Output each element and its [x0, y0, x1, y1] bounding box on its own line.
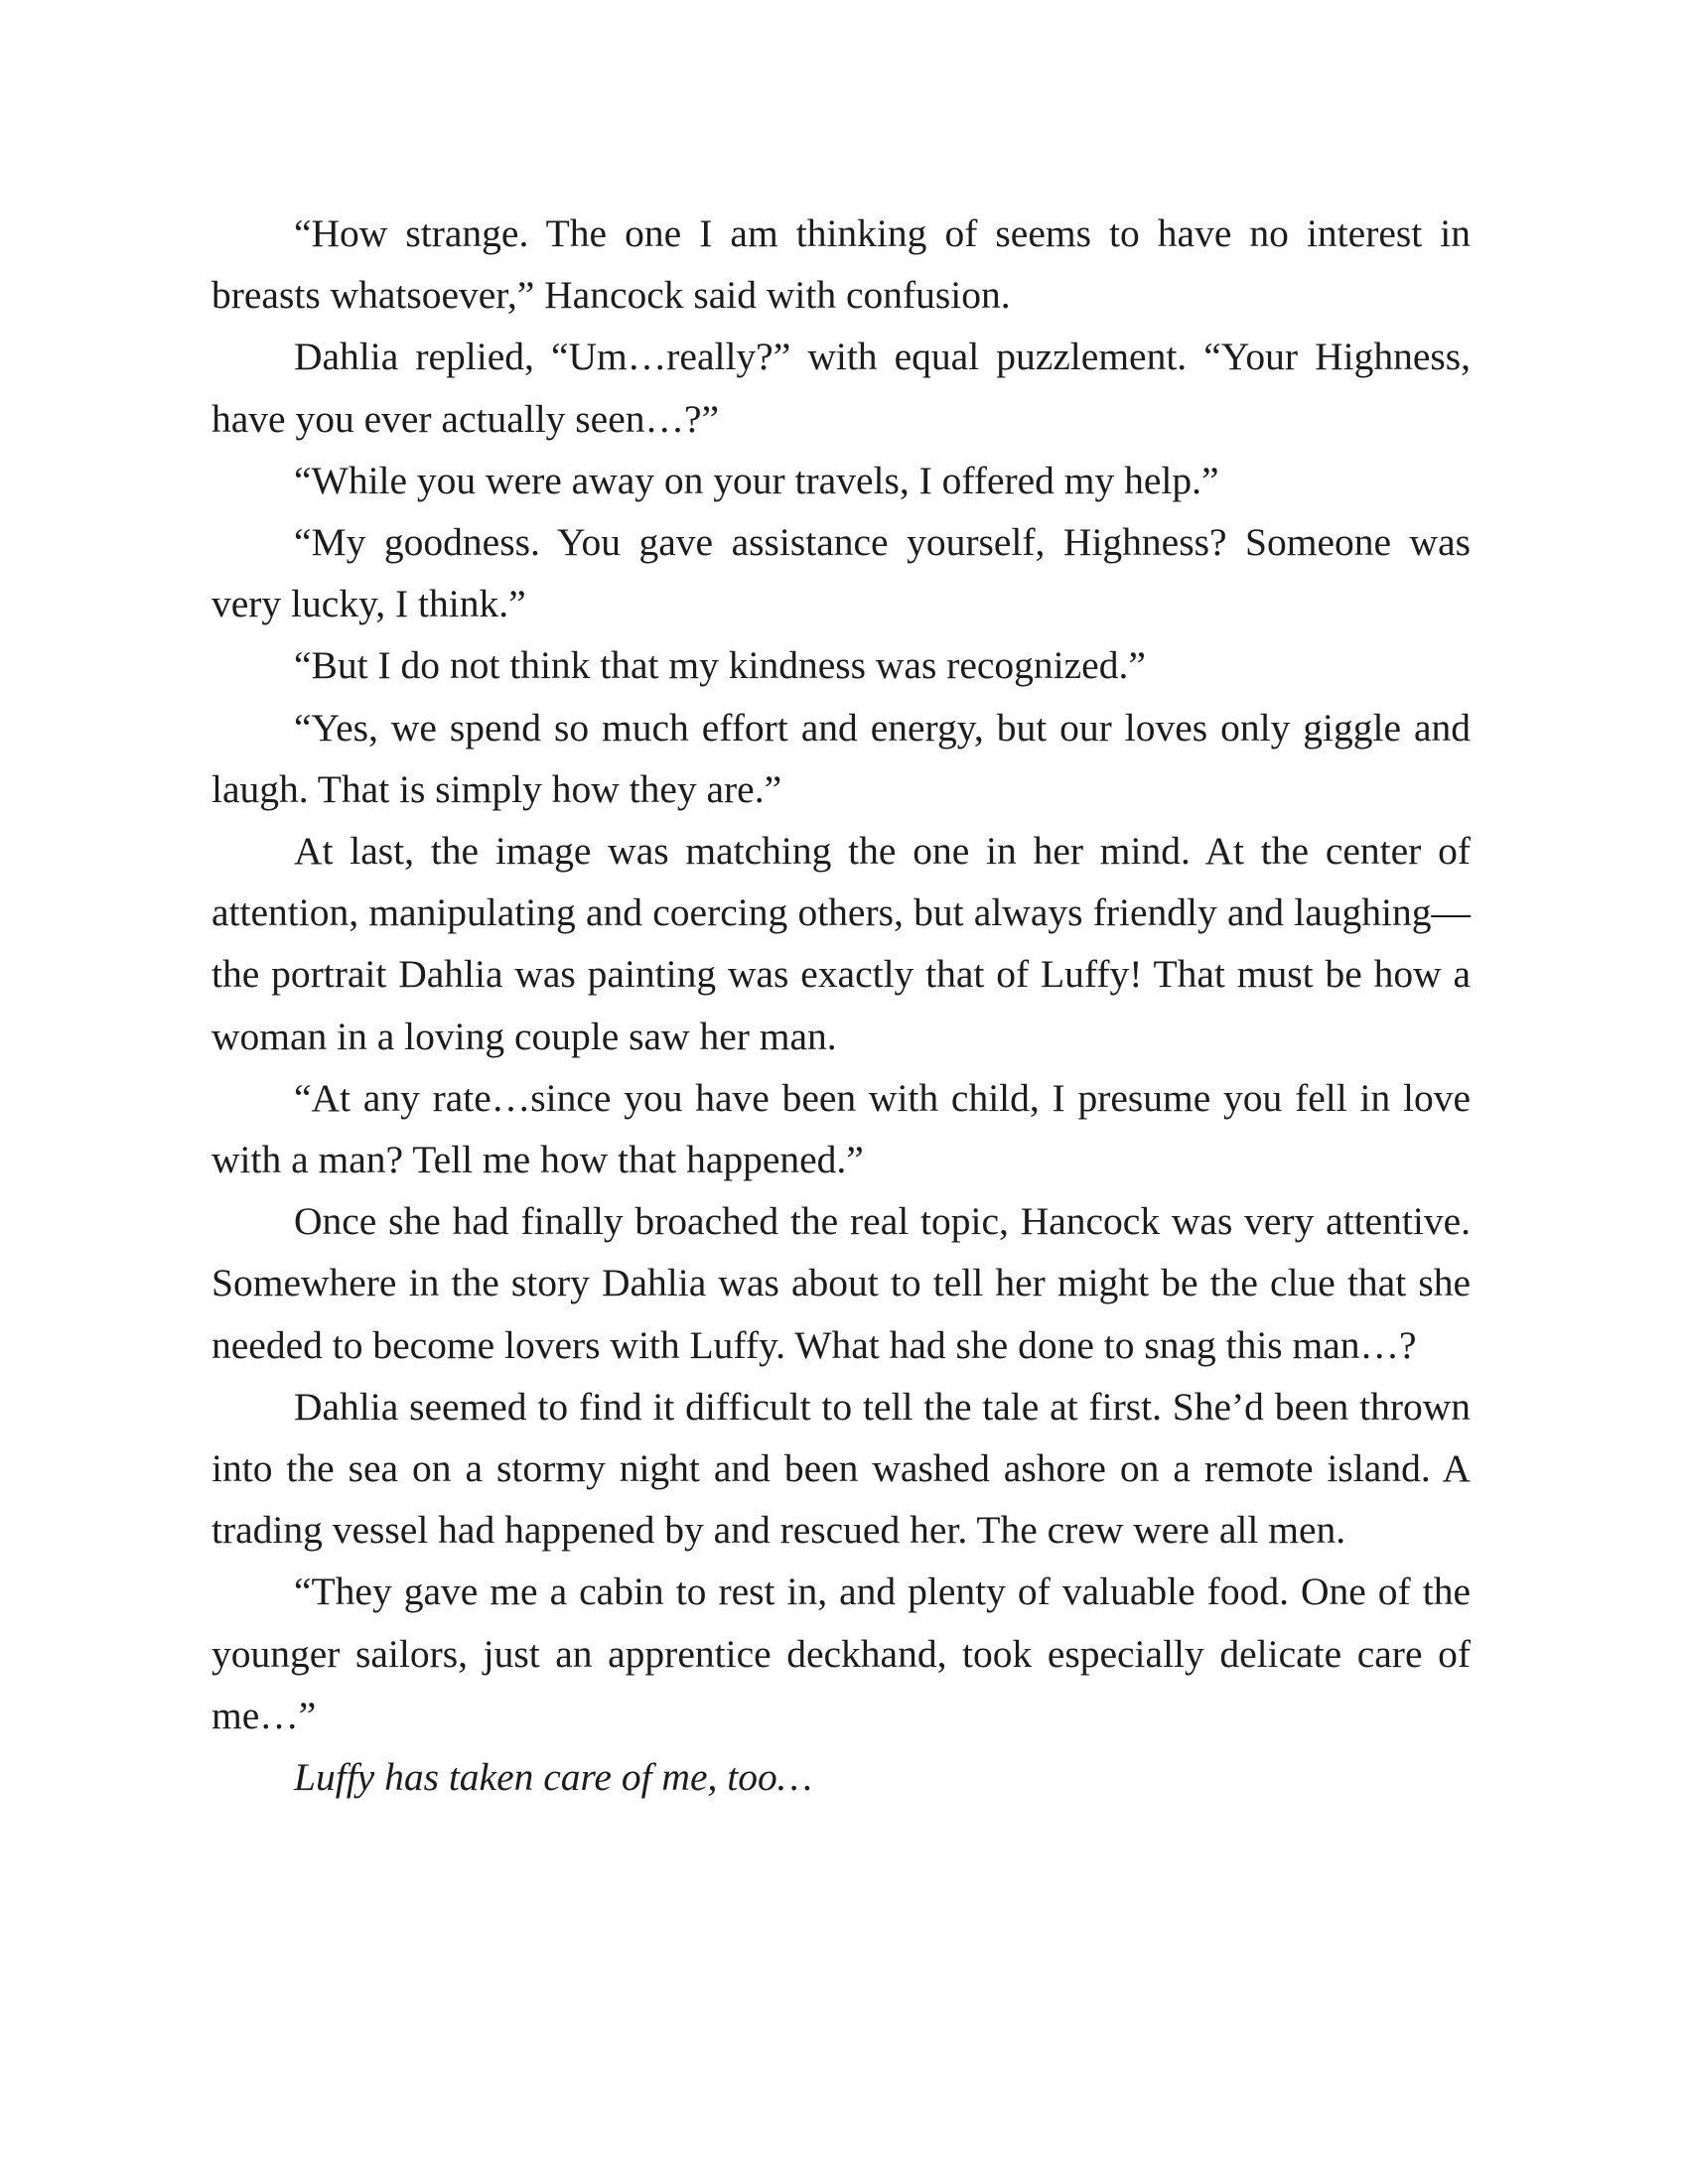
italic-thought-paragraph: Luffy has taken care of me, too…	[294, 1755, 812, 1800]
paragraph: Dahlia replied, “Um…really?” with equal puzzlement. “Your Highness, have you ever actually seen…?”	[211, 335, 1471, 441]
paragraph: Dahlia seemed to find it difficult to tell the tale at first. She’d been thrown into the sea on a stormy night and been washed ashore on a remote island. A trading vessel had happened by and rescued her. The crew were all men.	[211, 1384, 1471, 1553]
paragraph: “My goodness. You gave assistance yourself, Highness? Someone was very lucky, I think.”	[211, 520, 1471, 626]
paragraph: “They gave me a cabin to rest in, and plenty of valuable food. One of the younger sailors, just an apprentice deckhand, took especially delicate care of me…”	[211, 1570, 1471, 1737]
paragraph: “While you were away on your travels, I offered my help.”	[294, 458, 1219, 502]
paragraph: At last, the image was matching the one in her mind. At the center of attention, manipulating and coercing others, but always friendly and laughing—the portrait Dahlia was painting was exactly that of Luffy! That must be how a woman in a loving couple saw her man.	[211, 829, 1471, 1058]
paragraph: Once she had finally broached the real topic, Hancock was very attentive. Somewhere in the story Dahlia was about to tell her might be the clue that she needed to become lovers with Luffy. What had she done to snag this man…?	[211, 1199, 1471, 1367]
paragraph: “But I do not think that my kindness was recognized.”	[294, 643, 1146, 688]
paragraph: “Yes, we spend so much effort and energy, but our loves only giggle and laugh. That is simply how they are.”	[211, 705, 1471, 811]
paragraph: “How strange. The one I am thinking of seems to have no interest in breasts whatsoever,” Hancock said with confusion.	[211, 211, 1471, 318]
body-text	[211, 203, 1471, 1808]
paragraph: “At any rate…since you have been with child, I presume you fell in love with a man? Tell me how that happened.”	[211, 1075, 1471, 1182]
